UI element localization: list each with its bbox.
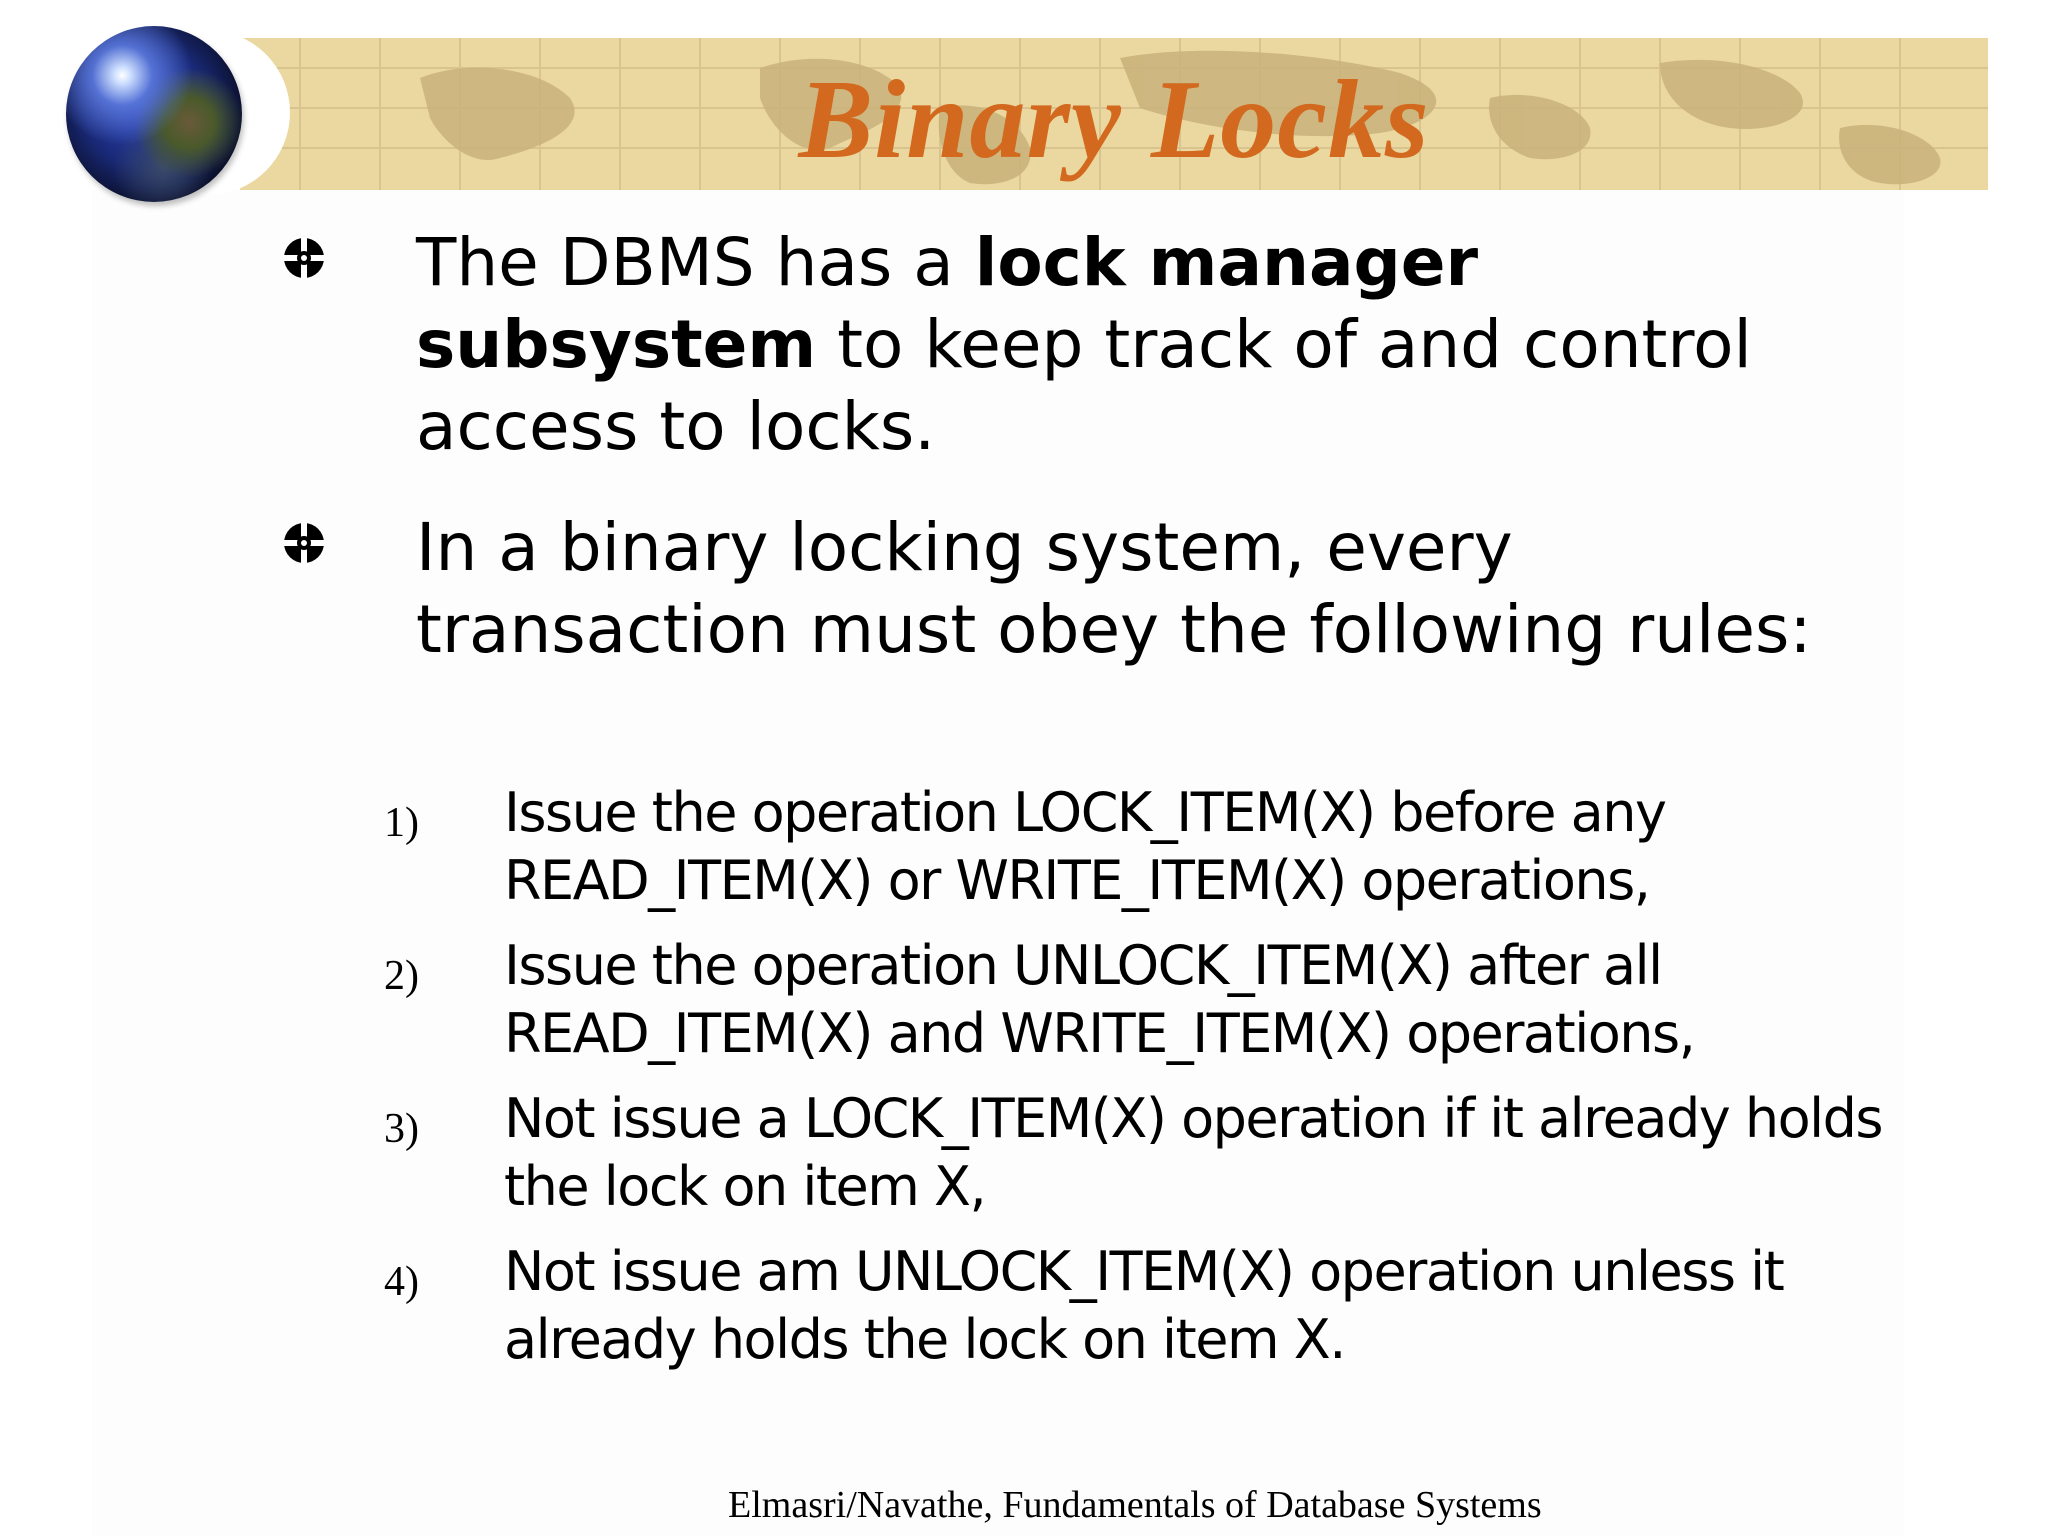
rule-item: [504, 932, 1914, 1068]
bullet-lock-manager: [416, 222, 1896, 468]
rule-line: READ_ITEM(X) or WRITE_ITEM(X) operations,: [504, 849, 1650, 912]
rule-item: [504, 1238, 1914, 1374]
bullet-1-text-bold: lock manager subsystem: [416, 224, 1479, 383]
rule-line: READ_ITEM(X) and WRITE_ITEM(X) operations,: [504, 1002, 1695, 1065]
rule-item: [504, 1085, 1914, 1221]
rule-number: 4): [384, 1259, 419, 1305]
rule-number: 1): [384, 800, 419, 846]
globe-icon: [66, 26, 242, 202]
rule-line: Issue the operation UNLOCK_ITEM(X) after all: [504, 934, 1662, 997]
bullet-1-text-pre: The DBMS has a: [416, 224, 975, 301]
bullet-binary-locking: In a binary locking system, every transaction must obey the following rules:: [416, 509, 1812, 668]
rule-item: [504, 779, 1914, 915]
slide-title: Binary Locks: [798, 58, 1430, 182]
bullet-1-text-post: to keep track of and control access to locks.: [416, 306, 1752, 465]
rule-line: Not issue am UNLOCK_ITEM(X) operation unless it: [504, 1240, 1784, 1303]
rule-number: 3): [384, 1106, 419, 1152]
crosshair-bullet-icon: [282, 236, 326, 280]
slide-footer: Elmasri/Navathe, Fundamentals of Database Systems: [728, 1484, 1542, 1526]
crosshair-bullet-icon: [282, 521, 326, 565]
rule-line: Issue the operation LOCK_ITEM(X) before any: [504, 781, 1666, 844]
rule-line: Not issue a LOCK_ITEM(X) operation if it already holds: [504, 1087, 1883, 1150]
rule-line: already holds the lock on item X.: [504, 1308, 1345, 1371]
rule-number: 2): [384, 953, 419, 999]
rule-line: the lock on item X,: [504, 1155, 986, 1218]
